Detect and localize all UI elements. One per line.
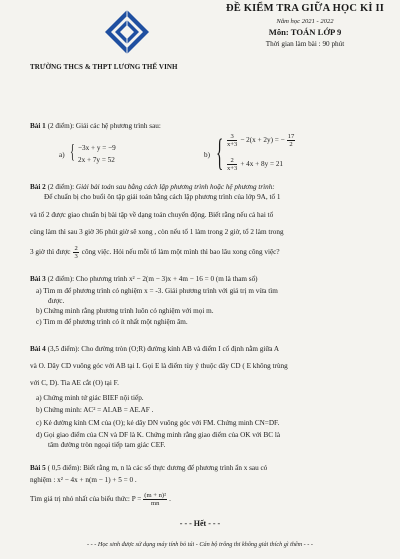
bai2-line3: cùng làm thì sau 3 giờ 36 phút giờ sẽ xong , còn nếu tổ 1 làm trong 2 giờ, tổ 2 làm trong — [30, 228, 284, 236]
bai4-title: Bài 4 — [30, 345, 46, 353]
bai4-line2: và O. Dây CD vuông góc với AB tại I. Gọi E là điểm tùy ý thuộc dây CD ( E không trùng — [30, 362, 288, 370]
bai1-b-brace: { — [216, 132, 224, 174]
bai2-line4a: 3 giờ thì được — [30, 248, 71, 256]
bai1-b-eq1 — [226, 133, 295, 148]
time-allowed: Thời gian làm bài : 90 phút — [265, 40, 345, 48]
bai2-fraction — [73, 245, 78, 260]
bai5-line2: nghiệm : x² − 4x + n(m − 1) + 5 = 0 . — [30, 476, 137, 484]
bai5-line1: ( 0,5 điểm): Biết rằng m, n là các số thực dương để phương trình ẩn x sau có — [47, 464, 268, 472]
bai1-b-eq2 — [226, 157, 283, 172]
bai4-d-line1: d) Gọi giao điểm của CN và DF là K. Chứng minh rằng giao điểm của OK với BC là — [36, 431, 281, 439]
bai4-d-line2: tâm đường tròn ngoại tiếp tam giác CEF. — [48, 441, 166, 449]
bai2-intro: Giải bài toán sau bằng cách lập phương trình hoặc hệ phương trình: — [75, 183, 275, 191]
bai3-b: b) Chứng minh rằng phương trình luôn có nghiệm với mọi m. — [36, 307, 214, 315]
bai5-p-den: mn — [150, 500, 160, 507]
school-name: TRƯỜNG THCS & THPT LƯƠNG THẾ VINH — [30, 63, 178, 71]
bai2-line1: Để chuẩn bị cho buổi ôn tập giải toán bằng cách lập phương trình của lớp 9A, tổ 1 — [44, 193, 281, 201]
bai1-b-rhs-num: 17 — [287, 133, 295, 140]
bai1-a-eq2: 2x + 7y = 52 — [78, 156, 115, 164]
school-year: Năm học 2021 - 2022 — [276, 18, 334, 25]
bai4-line3: với C, D). Tia AE cắt (O) tại F. — [30, 379, 119, 387]
bai2-points: (2 điểm): — [47, 183, 75, 191]
bai1-a-eq1: −3x + y = −9 — [78, 144, 116, 152]
bai1-a-brace: { — [70, 141, 75, 163]
bai1-b-frac2 — [226, 157, 238, 172]
bai1-b-eq1-mid: − 2(x + 2y) = − — [240, 136, 285, 144]
bai2-frac-den: 3 — [74, 253, 78, 260]
bai1-b-eq2-tail: + 4x + 8y = 21 — [240, 160, 284, 168]
bai5-title: Bài 5 — [30, 464, 46, 472]
bai2-line4 — [30, 245, 280, 260]
bai3-heading — [30, 275, 258, 284]
bai4-c: c) Kẻ đường kính CM của (O); kẻ dây DN vuông góc với FM. Chứng minh CN=DF. — [36, 419, 280, 427]
bai5-p-num: (m + n)² — [144, 492, 167, 499]
bai5-heading — [30, 464, 267, 473]
bai3-a-line2: được. — [48, 297, 65, 305]
bai1-b-frac1-num: 3 — [230, 133, 234, 140]
bai5-line3-end: . — [169, 495, 171, 503]
school-logo — [103, 8, 151, 56]
bai2-heading — [30, 183, 275, 192]
bai1-points: (2 điểm): — [47, 122, 75, 130]
bai1-b-rhs-den: 2 — [289, 141, 293, 148]
bai2-line4b: công việc. Hỏi nếu mỗi tổ làm một mình thì bao lâu xong công việc? — [81, 248, 280, 256]
bai5-line3 — [30, 492, 171, 507]
subject: Môn: TOÁN LỚP 9 — [268, 27, 342, 37]
bai3-a-line1: a) Tìm m để phương trình có nghiệm x = -3. Giải phương trình với giá trị m vừa tìm — [36, 287, 278, 295]
bai1-b-frac2-num: 2 — [230, 157, 234, 164]
exam-title: ĐỀ KIỂM TRA GIỮA HỌC KÌ II — [225, 3, 385, 14]
bai4-b: b) Chứng minh: AC² = AI.AB = AE.AF . — [36, 406, 154, 414]
bai3-text: (2 điểm): Cho phương trình x² − 2(m − 3)x + 4m − 16 = 0 (m là tham số) — [47, 275, 258, 283]
footer-note: - - - Học sinh được sử dụng máy tính bỏ túi - Cán bộ trông thi không giải thích gì thêm - - - — [87, 541, 313, 548]
bai4-a: a) Chứng minh tứ giác BIEF nội tiếp. — [36, 394, 144, 402]
bai5-line3-text: Tìm giá trị nhỏ nhất của biểu thức: P = — [30, 495, 142, 503]
bai1-b-frac1 — [226, 133, 238, 148]
bai4-heading — [30, 345, 279, 354]
bai1-b-rhs — [287, 133, 296, 148]
end-mark: - - - Hết - - - — [179, 519, 221, 528]
bai2-line2: và tổ 2 được giao chuẩn bị bài tập về dạng toán chuyển động. Biết rằng nếu cả hai tổ — [30, 211, 274, 219]
bai1-heading — [30, 122, 161, 131]
bai1-b-label: b) — [204, 151, 210, 159]
bai2-frac-num: 2 — [74, 245, 78, 252]
bai2-title: Bài 2 — [30, 183, 46, 191]
bai3-title: Bài 3 — [30, 275, 46, 283]
bai1-b-frac1-den: x+3 — [227, 141, 238, 148]
bai1-b-frac2-den: x+3 — [227, 165, 238, 172]
bai4-line1: (3,5 điểm): Cho đường tròn (O;R) đường kính AB và điểm I cố định nằm giữa A — [47, 345, 280, 353]
bai5-p-fraction — [143, 492, 167, 507]
bai3-c: c) Tìm m để phương trình có ít nhất một nghiệm âm. — [36, 318, 188, 326]
bai1-text: Giải các hệ phương trình sau: — [75, 122, 161, 130]
bai1-a-label: a) — [59, 151, 65, 159]
bai1-title: Bài 1 — [30, 122, 46, 130]
